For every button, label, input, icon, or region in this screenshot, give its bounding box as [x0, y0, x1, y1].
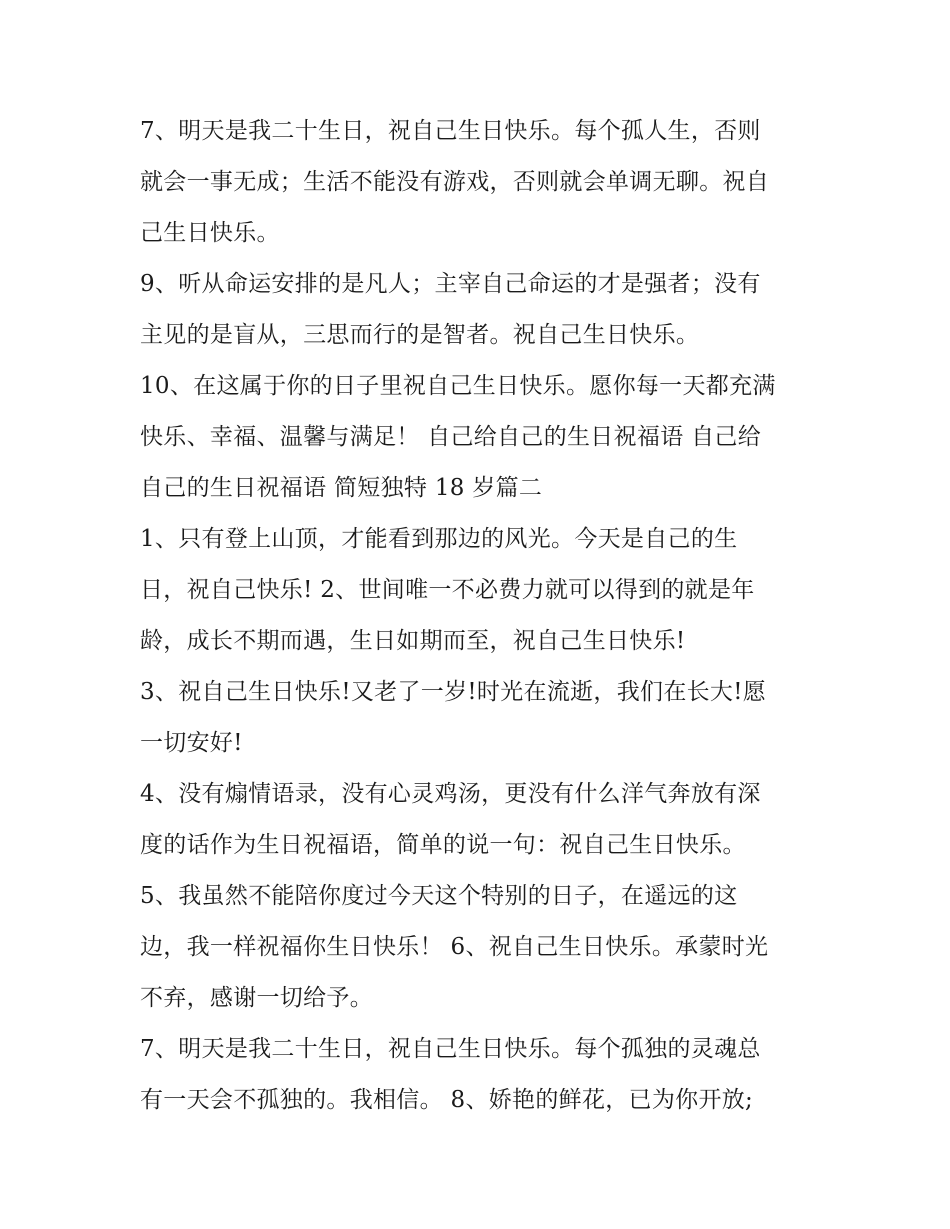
- text-line: 不弃，感谢一切给予。: [140, 985, 373, 1011]
- document-body: [140, 106, 820, 1126]
- text-line: 龄，成长不期而遇，生日如期而至，祝自己生日快乐!: [140, 628, 686, 654]
- text-line: 有一天会不孤独的。我相信。 8、娇艳的鲜花，已为你开放;: [140, 1087, 754, 1113]
- text-line: 边，我一样祝福你生日快乐！ 6、祝自己生日快乐。承蒙时光: [140, 934, 769, 960]
- text-line: 3、祝自己生日快乐!又老了一岁!时光在流逝，我们在长大!愿: [140, 679, 767, 705]
- text-line: 1、只有登上山顶，才能看到那边的风光。今天是自己的生: [140, 526, 738, 552]
- text-line: 10、在这属于你的日子里祝自己生日快乐。愿你每一天都充满: [140, 373, 776, 399]
- text-line: 主见的是盲从，三思而行的是智者。祝自己生日快乐。: [140, 322, 700, 348]
- text-line: 7、明天是我二十生日，祝自己生日快乐。每个孤人生，否则: [140, 118, 761, 144]
- text-line: 日，祝自己快乐! 2、世间唯一不必费力就可以得到的就是年: [140, 577, 755, 603]
- text-line: 度的话作为生日祝福语，简单的说一句：祝自己生日快乐。: [140, 832, 746, 858]
- text-line: 就会一事无成；生活不能没有游戏，否则就会单调无聊。祝自: [140, 169, 770, 195]
- text-line: 己生日快乐。: [140, 220, 280, 246]
- text-line: 快乐、幸福、温馨与满足！ 自己给自己的生日祝福语 自己给: [140, 424, 762, 450]
- text-line: 9、听从命运安排的是凡人；主宰自己命运的才是强者；没有: [140, 271, 761, 297]
- text-line: 一切安好!: [140, 730, 243, 756]
- text-line: 7、明天是我二十生日，祝自己生日快乐。每个孤独的灵魂总: [140, 1036, 761, 1062]
- text-line: 5、我虽然不能陪你度过今天这个特别的日子，在遥远的这: [140, 883, 738, 909]
- text-line: 自己的生日祝福语 简短独特 18 岁篇二: [140, 475, 543, 501]
- text-line: 4、没有煽情语录，没有心灵鸡汤，更没有什么洋气奔放有深: [140, 781, 761, 807]
